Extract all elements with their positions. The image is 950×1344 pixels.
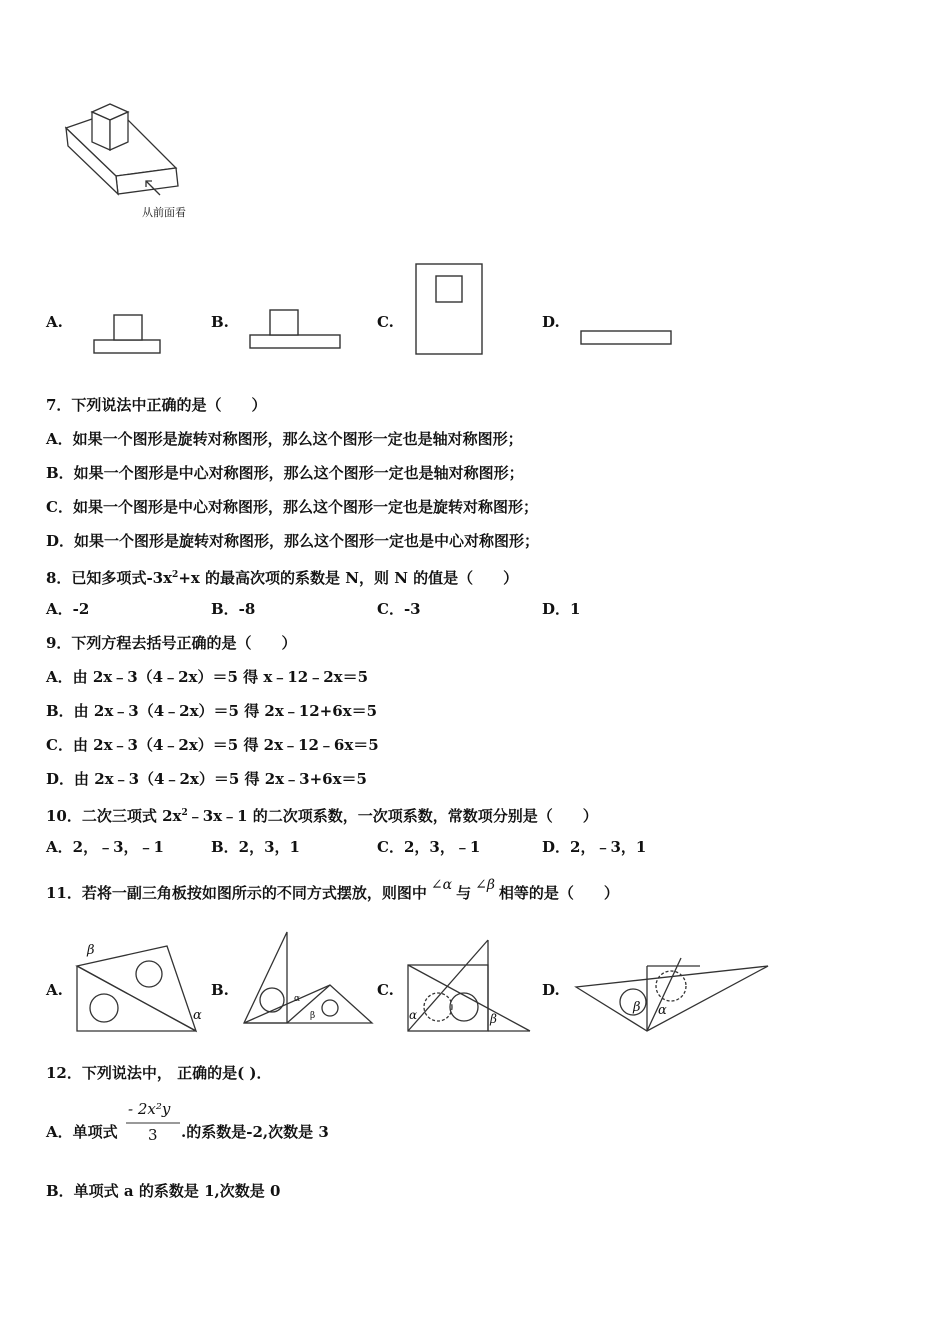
q11-angle-beta: ∠β (475, 877, 495, 893)
q11-d-alpha-label: α (658, 1003, 667, 1018)
q11-stem-mid: 与 (456, 884, 472, 902)
q8-option-b[interactable]: B．-8 (211, 600, 256, 618)
q11-option-c[interactable]: C. (377, 981, 394, 999)
q12-fraction-numerator: - 2x²y (128, 1100, 171, 1118)
q8-stem-prefix: 8．已知多项式-3x (46, 569, 173, 587)
q12-option-b[interactable]: B．单项式 a 的系数是 1,次数是 0 (46, 1182, 281, 1200)
q11-b-beta-label: β (310, 1011, 316, 1021)
q10-option-c[interactable]: C．2，3，﹣1 (377, 838, 481, 856)
q12-fraction-denominator: 3 (148, 1126, 158, 1144)
q11-c-alpha-label: α (409, 1008, 418, 1022)
q10-stem-prefix: 10．二次三项式 2x (46, 807, 182, 825)
q10-option-d[interactable]: D．2，﹣3，1 (542, 838, 647, 856)
q8-option-a[interactable]: A．-2 (46, 600, 90, 618)
q6-option-b[interactable]: B. (211, 313, 229, 331)
q11-option-d[interactable]: D. (542, 981, 560, 999)
q12-fraction-bar (126, 1121, 186, 1125)
q11-angle-alpha: ∠α (430, 877, 453, 893)
q7-option-d[interactable]: D．如果一个图形是旋转对称图形，那么这个图形一定也是中心对称图形； (46, 532, 540, 550)
q6-option-c[interactable]: C. (377, 313, 394, 331)
q7-option-c[interactable]: C．如果一个图形是中心对称图形，那么这个图形一定也是旋转对称图形； (46, 498, 538, 516)
q11-stem-prefix: 11．若将一副三角板按如图所示的不同方式摆放，则图中 (46, 884, 427, 902)
q8-option-c[interactable]: C．-3 (377, 600, 421, 618)
q10-option-a[interactable]: A．2，﹣3，﹣1 (46, 838, 164, 856)
q11-option-b[interactable]: B. (211, 981, 229, 999)
q9-option-b[interactable]: B．由 2x﹣3（4﹣2x）＝5 得 2x﹣12+6x＝5 (46, 702, 378, 720)
q11-a-alpha-label: α (193, 1008, 202, 1023)
q9-option-d[interactable]: D．由 2x﹣3（4﹣2x）＝5 得 2x﹣3+6x＝5 (46, 770, 367, 788)
q9-option-c[interactable]: C．由 2x﹣3（4﹣2x）＝5 得 2x﹣12﹣6x＝5 (46, 736, 379, 754)
q11-stem-suffix: 相等的是（ ） (498, 884, 619, 902)
q9-option-a[interactable]: A．由 2x﹣3（4﹣2x）＝5 得 x﹣12﹣2x＝5 (46, 668, 369, 686)
q10-stem-suffix: ﹣3x﹣1 的二次项系数，一次项系数，常数项分别是（ ） (187, 807, 598, 825)
q6-option-a[interactable]: A. (46, 313, 63, 331)
q8-stem-suffix: +x 的最高次项的系数是 N，则 N 的值是（ ） (178, 569, 519, 587)
q8-stem-sup: 2 (172, 570, 179, 580)
figure-caption: 从前面看 (142, 206, 186, 219)
q12-option-a-prefix[interactable]: A．单项式 (46, 1123, 118, 1141)
q11-d-beta-label: β (633, 1000, 641, 1015)
q9-stem: 9．下列方程去括号正确的是（ ） (46, 634, 297, 652)
q11-c-beta-label: β (490, 1012, 497, 1026)
q7-option-a[interactable]: A．如果一个图形是旋转对称图形，那么这个图形一定也是轴对称图形； (46, 430, 523, 448)
q12-option-a-suffix[interactable]: .的系数是-2,次数是 3 (181, 1123, 329, 1141)
q11-b-alpha-label: α (294, 994, 301, 1004)
q7-stem: 7．下列说法中正确的是（ ） (46, 396, 267, 414)
q7-option-b[interactable]: B．如果一个图形是中心对称图形，那么这个图形一定也是轴对称图形； (46, 464, 524, 482)
q10-option-b[interactable]: B．2，3，1 (211, 838, 300, 856)
q11-option-a[interactable]: A. (46, 981, 63, 999)
q12-stem: 12．下列说法中， 正确的是( )． (46, 1064, 272, 1082)
q8-option-d[interactable]: D．1 (542, 600, 581, 618)
q10-stem-sup: 2 (181, 808, 188, 818)
q11-a-beta-label: β (87, 943, 95, 958)
q6-option-d[interactable]: D. (542, 313, 560, 331)
